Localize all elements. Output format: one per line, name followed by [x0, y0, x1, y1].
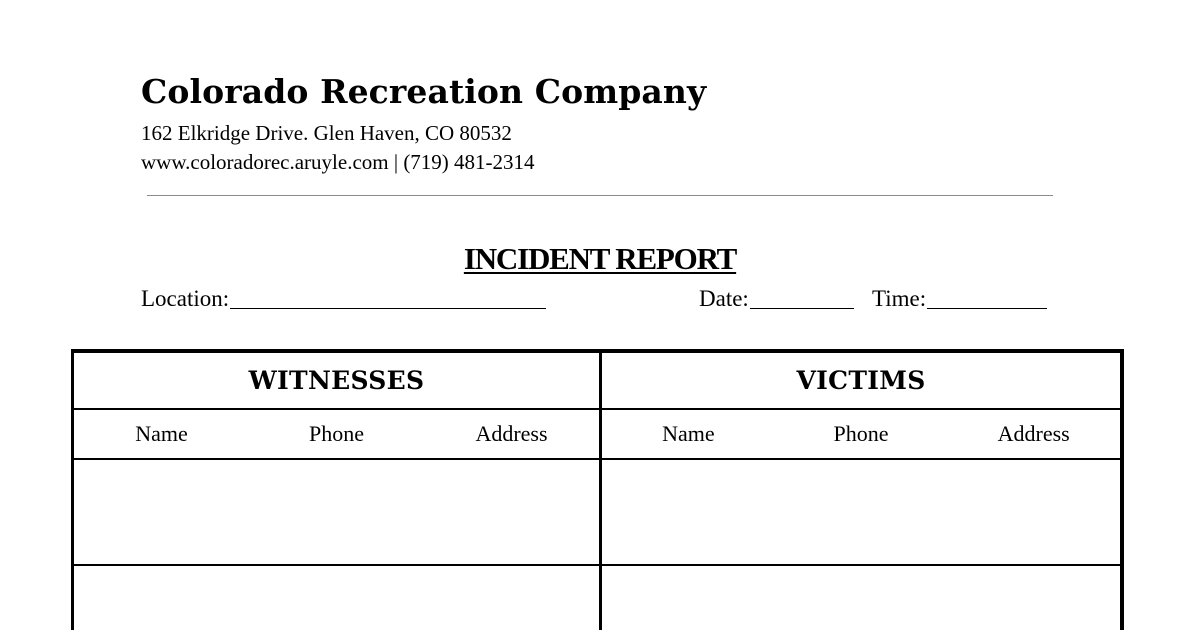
witnesses-heading: WITNESSES — [74, 353, 599, 410]
witnesses-entry-row[interactable] — [74, 566, 599, 630]
witnesses-entry-row[interactable] — [74, 460, 599, 566]
time-label: Time: — [872, 286, 927, 311]
victims-name-header: Name — [662, 421, 715, 446]
victims-column-headers — [602, 410, 1120, 460]
victims-phone-header: Phone — [833, 421, 889, 446]
location-blank[interactable] — [230, 288, 546, 309]
victims-entry-row[interactable] — [602, 566, 1120, 630]
date-field — [699, 285, 854, 313]
location-label: Location: — [141, 286, 230, 311]
location-field — [141, 285, 546, 313]
report-title: INCIDENT REPORT — [463, 241, 737, 276]
victims-entry-row[interactable] — [602, 460, 1120, 566]
time-field — [872, 285, 1047, 313]
witnesses-section — [74, 353, 599, 630]
witnesses-name-header: Name — [135, 421, 188, 446]
victims-section — [599, 353, 1120, 630]
header-divider — [147, 195, 1053, 196]
date-blank[interactable] — [750, 288, 854, 309]
company-name: Colorado Recreation Company — [141, 72, 707, 111]
company-address: 162 Elkridge Drive. Glen Haven, CO 80532 — [141, 121, 512, 145]
witnesses-column-headers — [74, 410, 599, 460]
time-blank[interactable] — [927, 288, 1047, 309]
incident-table — [71, 349, 1124, 630]
victims-heading: VICTIMS — [602, 353, 1120, 410]
victims-address-header: Address — [997, 421, 1070, 446]
witnesses-address-header: Address — [475, 421, 548, 446]
date-label: Date: — [699, 286, 749, 311]
witnesses-phone-header: Phone — [309, 421, 364, 446]
company-web-phone: www.coloradorec.aruyle.com | (719) 481-2314 — [141, 150, 535, 174]
